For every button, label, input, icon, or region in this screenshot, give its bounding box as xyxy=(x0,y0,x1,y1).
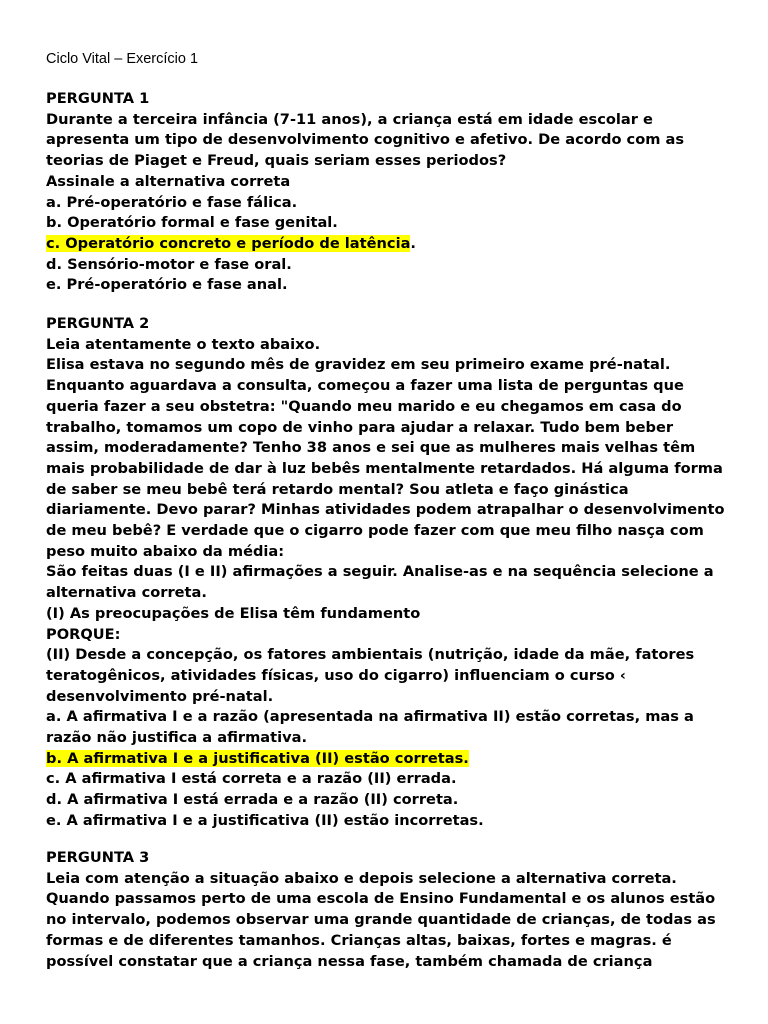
text-span: Assinale a alternativa correta xyxy=(46,172,291,190)
question-text-line xyxy=(46,110,736,131)
text-span: queria fazer a seu obstetra: "Quando meu marido e eu chegamos em casa do xyxy=(46,397,682,415)
question-text-line xyxy=(46,130,736,151)
question-text-line xyxy=(46,728,736,749)
document-title: Ciclo Vital – Exercício 1 xyxy=(46,51,199,67)
text-span: b. Operatório formal e fase genital. xyxy=(46,214,338,232)
text-span: assim, moderadamente? Tenho 38 anos e sei que as mulheres mais velhas têm xyxy=(46,439,696,457)
question-text-line xyxy=(46,749,736,770)
question-text-line xyxy=(46,645,736,666)
question-text-line xyxy=(46,521,736,542)
text-span: Durante a terceira infância (7-11 anos), a criança está em idade escolar e xyxy=(46,110,653,128)
text-span: de meu bebê? E verdade que o cigarro pode fazer com que meu filho nasça com xyxy=(46,522,704,540)
text-span: trabalho, tomamos um copo de vinho para ajudar a relaxar. Tudo bem beber xyxy=(46,418,674,436)
question-text-line xyxy=(46,889,736,910)
question-text-line xyxy=(46,931,736,952)
question-text-line xyxy=(46,625,736,646)
question-text-line xyxy=(46,790,736,811)
text-span: diariamente. Devo parar? Minhas atividades podem atrapalhar o desenvolvimento xyxy=(46,501,725,519)
text-span: teratogênicos, atividades físicas, uso do cigarro) influenciam o curso ‹ xyxy=(46,666,626,684)
text-span: d. Sensório-motor e fase oral. xyxy=(46,255,292,273)
text-span: Quando passamos perto de uma escola de Ensino Fundamental e os alunos estão xyxy=(46,890,716,908)
text-span: (II) Desde a concepção, os fatores ambientais (nutrição, idade da mãe, fatores xyxy=(46,646,695,664)
text-span: a. Pré-operatório e fase fálica. xyxy=(46,193,298,211)
text-span: d. A afirmativa I está errada e a razão (II) correta. xyxy=(46,791,459,809)
question-1 xyxy=(46,89,736,296)
text-span: São feitas duas (I e II) afirmações a seguir. Analise-as e na sequência selecione a xyxy=(46,563,714,581)
question-text-line xyxy=(46,193,736,214)
question-heading: PERGUNTA 1 xyxy=(46,90,150,107)
question-text-line xyxy=(46,910,736,931)
text-span: peso muito abaixo da média: xyxy=(46,542,285,560)
text-span: Leia com atenção a situação abaixo e depois selecione a alternativa correta. xyxy=(46,869,677,887)
question-3 xyxy=(46,848,736,972)
question-text-line xyxy=(46,397,736,418)
text-span: possível constatar que a criança nessa fase, também chamada de criança xyxy=(46,952,653,970)
text-span: Enquanto aguardava a consulta, começou a fazer uma lista de perguntas que xyxy=(46,377,684,395)
question-text-line xyxy=(46,869,736,890)
text-span: mais probabilidade de dar à luz bebês mentalmente retardados. Há alguma forma xyxy=(46,459,723,477)
question-text-line xyxy=(46,583,736,604)
text-span: a. A afirmativa I e a razão (apresentada na afirmativa II) estão corretas, mas a xyxy=(46,708,694,726)
question-text-line xyxy=(46,562,736,583)
text-span: e. Pré-operatório e fase anal. xyxy=(46,276,288,294)
question-text-line xyxy=(46,500,736,521)
text-span: razão não justifica a afirmativa. xyxy=(46,729,308,747)
question-text-line xyxy=(46,811,736,832)
highlighted-answer: b. A afirmativa I e a justificativa (II) estão corretas. xyxy=(46,749,469,767)
question-text-line xyxy=(46,335,736,356)
question-text-line xyxy=(46,355,736,376)
question-text-line xyxy=(46,213,736,234)
question-text-line xyxy=(46,438,736,459)
question-text-line xyxy=(46,172,736,193)
text-span: e. A afirmativa I e a justificativa (II) estão incorretas. xyxy=(46,811,484,829)
question-text-line xyxy=(46,480,736,501)
text-span: (I) As preocupações de Elisa têm fundamento xyxy=(46,604,421,622)
question-text-line xyxy=(46,707,736,728)
question-text-line xyxy=(46,542,736,563)
question-heading: PERGUNTA 2 xyxy=(46,315,150,332)
text-span: Elisa estava no segundo mês de gravidez em seu primeiro exame pré-natal. xyxy=(46,356,671,374)
question-text-line xyxy=(46,952,736,973)
question-text-line xyxy=(46,234,736,255)
text-span: c. A afirmativa I está correta e a razão (II) errada. xyxy=(46,770,457,788)
text-span: PORQUE: xyxy=(46,625,121,643)
text-span: alternativa correta. xyxy=(46,584,207,602)
question-text-line xyxy=(46,687,736,708)
question-text-line xyxy=(46,376,736,397)
question-heading: PERGUNTA 3 xyxy=(46,849,150,866)
question-text-line xyxy=(46,275,736,296)
highlighted-answer: c. Operatório concreto e período de latência xyxy=(46,234,411,252)
question-text-line xyxy=(46,418,736,439)
question-text-line xyxy=(46,604,736,625)
text-span: de saber se meu bebê terá retardo mental? Sou atleta e faço ginástica xyxy=(46,480,629,498)
question-text-line xyxy=(46,151,736,172)
text-span: no intervalo, podemos observar uma grande quantidade de crianças, de todas as xyxy=(46,911,716,929)
text-span: formas e de diferentes tamanhos. Crianças altas, baixas, fortes e magras. é xyxy=(46,931,672,949)
question-text-line xyxy=(46,666,736,687)
question-text-line xyxy=(46,255,736,276)
text-span: Leia atentamente o texto abaixo. xyxy=(46,335,321,353)
text-span: . xyxy=(410,234,416,252)
text-span: desenvolvimento pré-natal. xyxy=(46,687,274,705)
question-2 xyxy=(46,314,736,832)
question-text-line xyxy=(46,459,736,480)
text-span: teorias de Piaget e Freud, quais seriam esses periodos? xyxy=(46,152,507,170)
question-text-line xyxy=(46,769,736,790)
text-span: apresenta um tipo de desenvolvimento cognitivo e afetivo. De acordo com as xyxy=(46,131,685,149)
